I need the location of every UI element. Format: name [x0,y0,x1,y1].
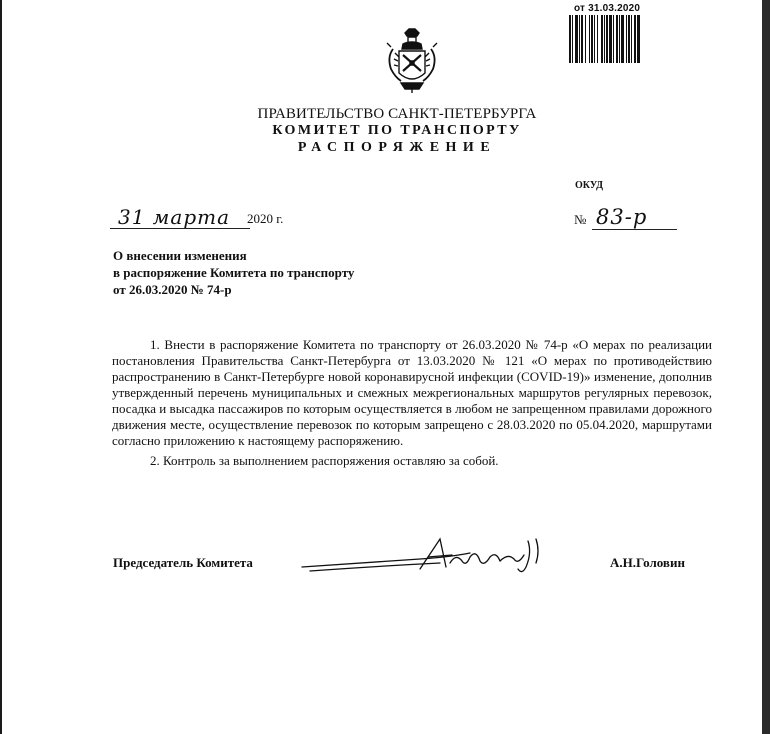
barcode-bar [572,15,573,63]
barcode-bar [575,15,578,63]
document-number [574,205,684,231]
barcode-bar [613,15,614,63]
paragraph-2: 2. Контроль за выполнением распоряжения оставляю за собой. [150,453,499,468]
barcode-bar [621,15,624,63]
date-underline [110,228,250,229]
document-type: РАСПОРЯЖЕНИЕ [297,140,497,155]
subject-line: от 26.03.2020 № 74-р [113,282,232,297]
subject-line: в распоряжение Комитета по транспорту [113,265,355,280]
date-year: 2020 г. [247,211,284,226]
number-sign: № [574,212,587,227]
scan-frame-right [762,0,770,734]
barcode-bar [634,15,636,63]
paragraph-1: 1. Внести в распоряжение Комитета по транспорту от 26.03.2020 № 74-р «О мерах по реализации постановления Правительства Санкт-Петербурга от 13.03.2020 № 121 «О мерах по противодействию распространению в Санкт-Петербурге новой коронавирусной инфекции (COVID-19)» изменение, дополнив утвержденный перечень муниципальных и смежных межрегиональных маршрутов регулярных перевозок, посадка и высадка пассажиров по которым осуществляется в любом не запрещенном правилами дорожного движения месте, осуществление перевозок по которым запрещено с 28.03.2020 по 05.04.2020, маршрутами согласно приложению к настоящему распоряжению. [112,337,712,448]
barcode-bar [589,15,590,63]
handwritten-number: 83-р [596,205,648,229]
barcode-bar [609,15,612,63]
barcode-bar [628,15,630,63]
barcode-bar [616,15,618,63]
barcode [569,15,661,63]
handwritten-date: 31 марта [118,205,231,229]
barcode-bar [637,15,640,63]
barcode-bar [597,15,598,63]
signer-title: Председатель Комитета [113,555,253,570]
subject-line: О внесении изменения [113,248,247,263]
committee-name: КОМИТЕТ ПО ТРАНСПОРТУ [272,123,522,138]
handwritten-signature [300,533,550,577]
signer-name: А.Н.Головин [610,555,685,570]
barcode-bar [581,15,583,63]
barcode-bar [579,15,580,63]
document-subject [113,247,354,298]
registration-date-stamp: от 31.03.2020 [574,3,641,14]
barcode-bar [606,15,608,63]
document-page [2,0,762,734]
okud-label: ОКУД [575,180,604,191]
barcode-bar [619,15,620,63]
barcode-bar [601,15,603,63]
barcode-bar [604,15,605,63]
barcode-bar [594,15,595,63]
number-underline [592,229,677,230]
barcode-bar [591,15,593,63]
barcode-bar [585,15,586,63]
document-body [112,337,712,469]
barcode-bar [631,15,632,63]
barcode-bar [569,15,571,63]
document-date [110,205,310,231]
government-name: ПРАВИТЕЛЬСТВО САНКТ-ПЕТЕРБУРГА [257,106,537,122]
coat-of-arms-emblem [381,27,443,95]
barcode-bar [626,15,627,63]
